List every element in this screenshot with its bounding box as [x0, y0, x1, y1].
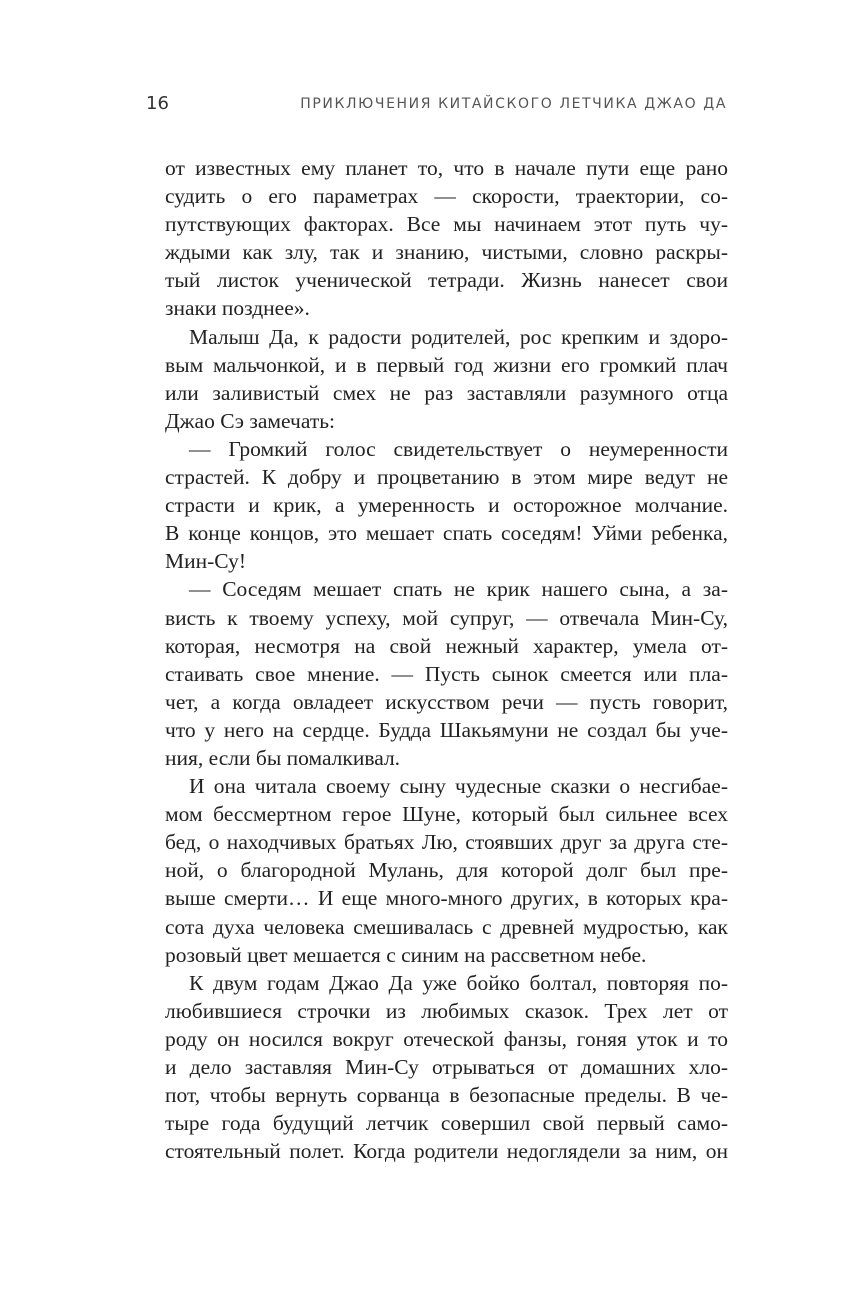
text-line: сота духа человека смешивалась с древней мудростью, как: [165, 914, 728, 939]
text-line: вым мальчонкой, и в первый год жизни его громкий плач: [165, 352, 728, 377]
text-line: роду он носился вокруг отеческой фанзы, гоняя уток и то: [165, 1026, 728, 1051]
text-line: путствующих факторах. Все мы начинаем этот путь чу-: [165, 212, 728, 237]
text-line: Мин-Су!: [165, 549, 247, 574]
text-line: тыре года будущий летчик совершил свой первый само-: [165, 1111, 728, 1136]
text-line: Малыш Да, к радости родителей, рос крепким и здоро-: [189, 324, 728, 349]
text-line: розовый цвет мешается с синим на рассветном небе.: [165, 942, 647, 967]
text-line: страсти и крик, а умеренность и осторожное молчание.: [165, 493, 728, 518]
text-line: тый листок ученической тетради. Жизнь нанесет свои: [165, 268, 728, 293]
text-line: висть к твоему успеху, мой супруг, — отвечала Мин-Су,: [165, 605, 728, 630]
text-line: — Громкий голос свидетельствует о неумеренности: [189, 436, 728, 461]
text-line: или заливистый смех не раз заставляли разумного отца: [165, 380, 728, 405]
text-line: которая, несмотря на свой нежный характер, умела от-: [165, 633, 728, 658]
text-line: и дело заставляя Мин-Су отрываться от домашних хло-: [165, 1055, 728, 1079]
text-line: пот, чтобы вернуть сорванца в безопасные пределы. В че-: [165, 1083, 728, 1108]
text-line: бед, о находчивых братьях Лю, стоявших друг за друга сте-: [165, 830, 728, 855]
text-line: чет, а когда овладеет искусством речи — пусть говорит,: [165, 689, 728, 714]
text-line: ния, если бы помалкивал.: [165, 745, 401, 770]
text-line: Джао Сэ замечать:: [165, 408, 336, 433]
text-line: К двум годам Джао Да уже бойко болтал, повторяя по-: [189, 970, 728, 995]
text-line: что у него на сердце. Будда Шакьямуни не создал бы уче-: [165, 717, 728, 742]
text-line: выше смерти… И еще много-много других, в которых кра-: [165, 886, 728, 911]
text-line: страстей. К добру и процветанию в этом мире ведут не: [165, 465, 728, 490]
text-line: стаивать свое мнение. — Пусть сынок смеется или пла-: [165, 661, 728, 686]
text-line: И она читала своему сыну чудесные сказки о несгибае-: [189, 774, 728, 799]
text-line: стоятельный полет. Когда родители недоглядели за ним, он: [165, 1139, 728, 1164]
text-line: знаки позднее».: [165, 296, 310, 321]
text-line: от известных ему планет то, что в начале пути еще рано: [165, 156, 728, 180]
text-line: ждыми как злу, так и знанию, чистыми, словно раскры-: [165, 240, 728, 265]
text-line: В конце концов, это мешает спать соседям! Уйми ребенка,: [165, 521, 728, 546]
text-line: ной, о благородной Мулань, для которой долг был пре-: [165, 858, 728, 883]
text-line: мом бессмертном герое Шуне, который был сильнее всех: [165, 802, 728, 827]
text-line: любившиеся строчки из любимых сказок. Трех лет от: [165, 998, 728, 1023]
running-title: ПРИКЛЮЧЕНИЯ КИТАЙСКОГО ЛЕТЧИКА ДЖАО ДА: [300, 96, 727, 112]
page-number: 16: [146, 93, 169, 114]
text-line: судить о его параметрах — скорости, траектории, со-: [165, 184, 728, 209]
body-text: [165, 154, 728, 1165]
text-line: — Соседям мешает спать не крик нашего сына, а за-: [189, 577, 728, 602]
